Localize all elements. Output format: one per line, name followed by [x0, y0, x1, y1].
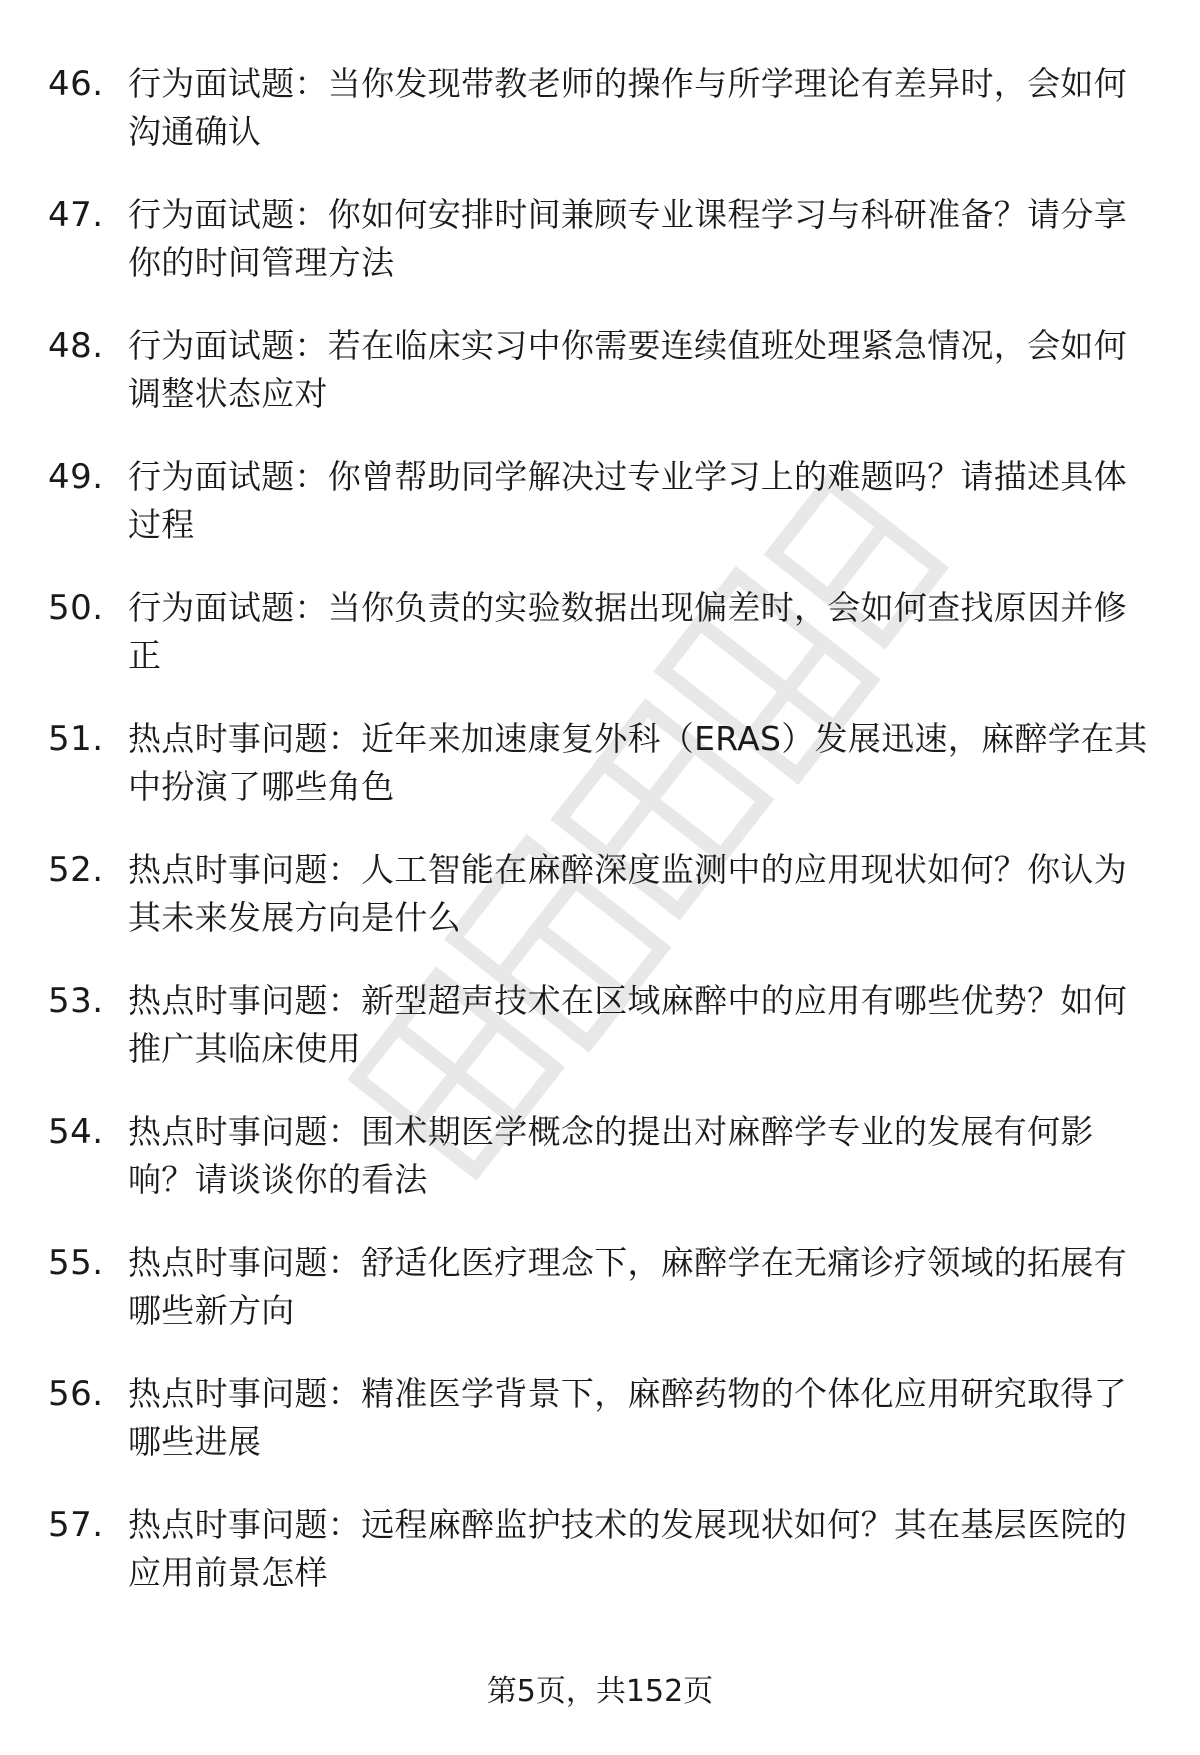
question-text: 热点时事问题：远程麻醉监护技术的发展现状如何？其在基层医院的应用前景怎样: [128, 1505, 1127, 1592]
question-number: 48.: [48, 326, 104, 366]
question-number: 55.: [48, 1243, 104, 1283]
list-item: [48, 1239, 1158, 1370]
list-item: [48, 846, 1158, 977]
list-item: [48, 977, 1158, 1108]
list-item: [48, 715, 1158, 846]
question-text: 热点时事问题：舒适化医疗理念下，麻醉学在无痛诊疗领域的拓展有哪些新方向: [128, 1243, 1127, 1330]
list-item: [48, 191, 1158, 322]
question-text: 热点时事问题：精准医学背景下，麻醉药物的个体化应用研究取得了哪些进展: [128, 1374, 1127, 1461]
page-number: 第5页，共152页: [486, 1674, 714, 1709]
list-item: [48, 453, 1158, 584]
question-text: 热点时事问题：新型超声技术在区域麻醉中的应用有哪些优势？如何推广其临床使用: [128, 981, 1127, 1068]
question-number: 47.: [48, 195, 104, 235]
question-number: 54.: [48, 1112, 104, 1152]
question-text: 行为面试题：你曾帮助同学解决过专业学习上的难题吗？请描述具体过程: [128, 457, 1127, 544]
question-number: 52.: [48, 850, 104, 890]
question-text: 行为面试题：当你发现带教老师的操作与所学理论有差异时，会如何沟通确认: [128, 64, 1127, 151]
list-item: [48, 1108, 1158, 1239]
list-item: [48, 60, 1158, 191]
list-item: [48, 584, 1158, 715]
question-number: 56.: [48, 1374, 104, 1414]
question-text: 行为面试题：当你负责的实验数据出现偏差时，会如何查找原因并修正: [128, 588, 1127, 675]
question-number: 46.: [48, 64, 104, 104]
list-item: [48, 1370, 1158, 1501]
question-number: 57.: [48, 1505, 104, 1545]
question-text: 热点时事问题：人工智能在麻醉深度监测中的应用现状如何？你认为其未来发展方向是什么: [128, 850, 1127, 937]
question-text: 热点时事问题：围术期医学概念的提出对麻醉学专业的发展有何影响？请谈谈你的看法: [128, 1112, 1094, 1199]
question-list: [48, 60, 1158, 1632]
question-text: 行为面试题：你如何安排时间兼顾专业课程学习与科研准备？请分享你的时间管理方法: [128, 195, 1127, 282]
list-item: [48, 322, 1158, 453]
list-item: [48, 1501, 1158, 1632]
question-number: 53.: [48, 981, 104, 1021]
question-text: 行为面试题：若在临床实习中你需要连续值班处理紧急情况，会如何调整状态应对: [128, 326, 1127, 413]
question-text: 热点时事问题：近年来加速康复外科（ERAS）发展迅速，麻醉学在其中扮演了哪些角色: [128, 719, 1148, 806]
question-number: 51.: [48, 719, 104, 759]
question-number: 50.: [48, 588, 104, 628]
question-number: 49.: [48, 457, 104, 497]
